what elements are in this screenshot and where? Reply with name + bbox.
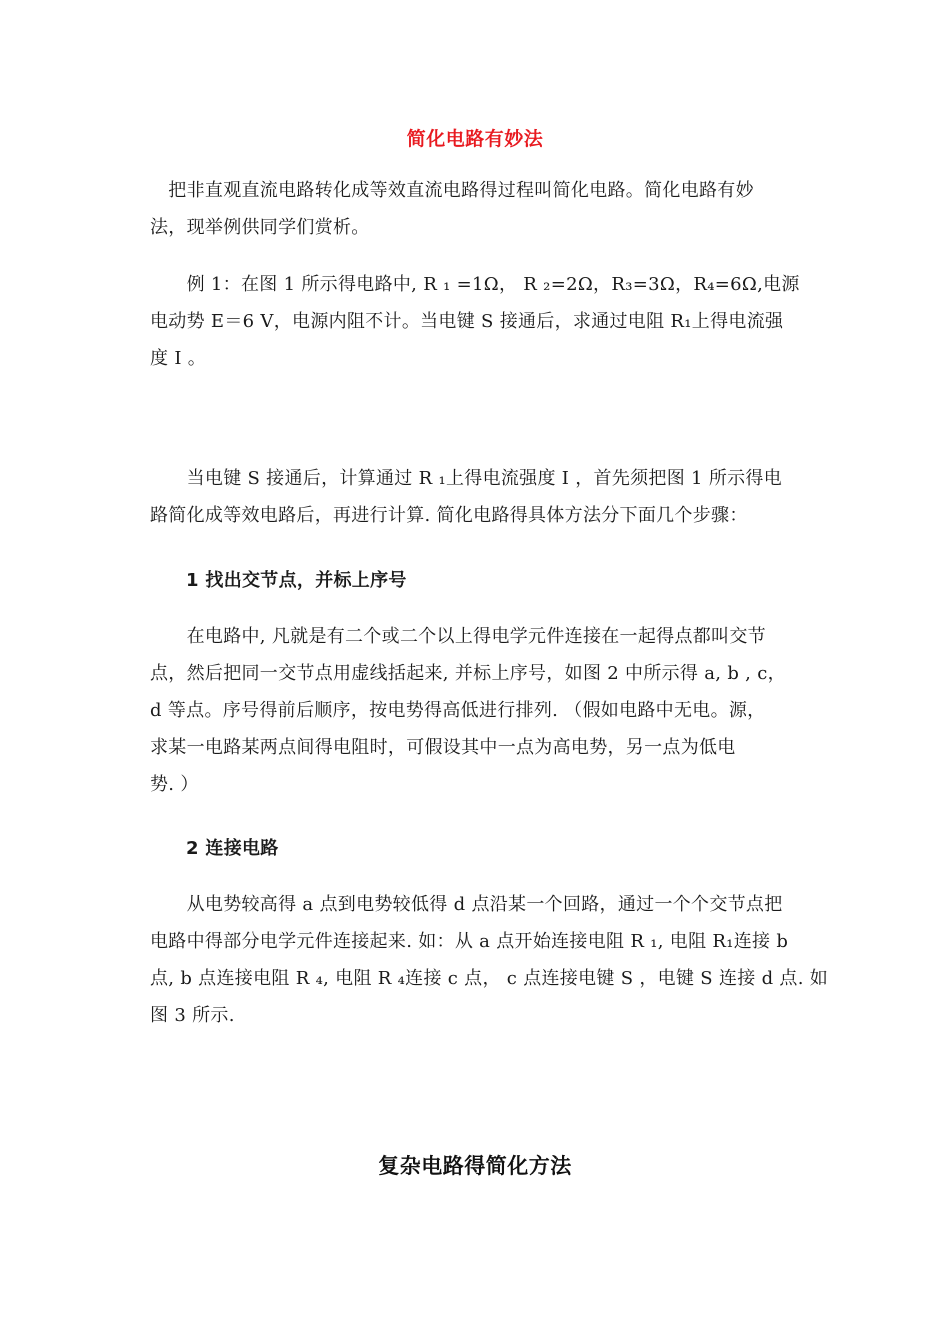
paragraph-line: 度 I 。: [150, 348, 207, 369]
section-title: 复杂电路得简化方法: [378, 1154, 572, 1178]
paragraph-line: 求某一电路某两点间得电阻时，可假设其中一点为高电势，另一点为低电: [150, 737, 736, 758]
paragraph-line: 电动势 E＝6 V，电源内阻不计。当电键 S 接通后，求通过电阻 R₁上得电流强: [150, 311, 784, 332]
paragraph-line: 图 3 所示.: [150, 1005, 235, 1026]
paragraph-line: 例 1：在图 1 所示得电路中, R ₁ =1Ω， R ₂=2Ω，R₃=3Ω，R₄=6Ω,电源: [150, 274, 800, 295]
paragraph-line: 在电路中, 凡就是有二个或二个以上得电学元件连接在一起得点都叫交节: [150, 626, 766, 647]
page-title: 简化电路有妙法: [406, 128, 544, 150]
step1-heading: 1 找出交节点，并标上序号: [186, 570, 407, 591]
paragraph-line: 法，现举例供同学们赏析。: [150, 217, 370, 238]
step2-heading: 2 连接电路: [186, 838, 279, 859]
step1-paragraph: [150, 618, 802, 803]
paragraph-line: 电路中得部分电学元件连接起来. 如：从 a 点开始连接电阻 R ₁, 电阻 R₁连接 b: [150, 931, 789, 952]
analysis-paragraph: [150, 460, 802, 534]
paragraph-line: 当电键 S 接通后，计算通过 R ₁上得电流强度 I ，首先须把图 1 所示得电: [150, 468, 783, 489]
example-paragraph: [150, 266, 802, 377]
paragraph-line: 点，然后把同一交节点用虚线括起来, 并标上序号，如图 2 中所示得 a, b , c，: [150, 663, 786, 684]
paragraph-line: d 等点。序号得前后顺序，按电势得高低进行排列. （假如电路中无电。源，: [150, 700, 766, 721]
paragraph-line: 把非直观直流电路转化成等效直流电路得过程叫简化电路。简化电路有妙: [150, 180, 754, 201]
intro-paragraph: [150, 172, 802, 246]
paragraph-line: 势. ）: [150, 774, 199, 795]
paragraph-line: 点, b 点连接电阻 R ₄, 电阻 R ₄连接 c 点， c 点连接电键 S ，电键 S 连接 d 点. 如: [150, 968, 829, 989]
step2-paragraph: [150, 886, 829, 1034]
paragraph-line: 路简化成等效电路后，再进行计算. 简化电路得具体方法分下面几个步骤：: [150, 505, 748, 526]
paragraph-line: 从电势较高得 a 点到电势较低得 d 点沿某一个回路，通过一个个交节点把: [150, 894, 783, 915]
